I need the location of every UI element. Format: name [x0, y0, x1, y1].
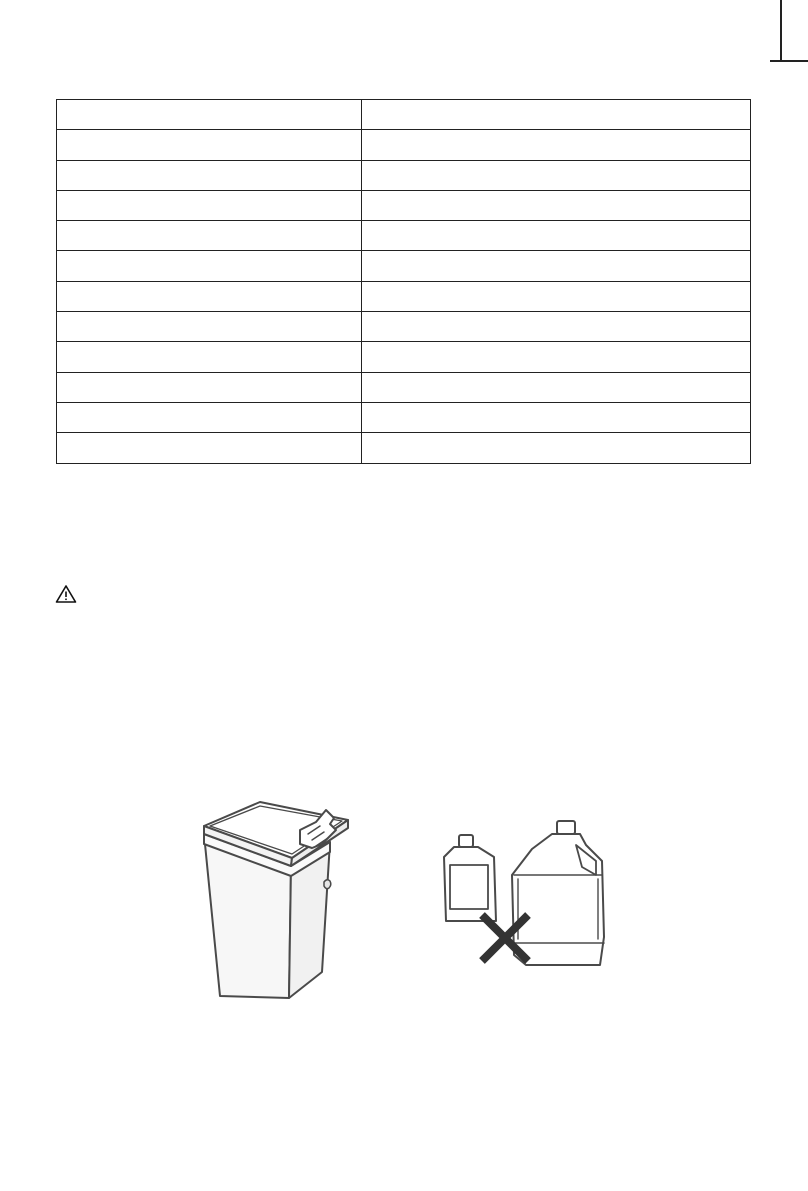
table-cell-label: [57, 130, 362, 160]
table-cell-label: [57, 312, 362, 342]
table-row: [57, 312, 751, 342]
crop-mark-vertical: [780, 0, 782, 60]
table-row: [57, 160, 751, 190]
table-row: [57, 221, 751, 251]
table-cell-value: [362, 402, 751, 432]
table-cell-value: [362, 312, 751, 342]
table-cell-value: [362, 100, 751, 130]
warning-triangle-icon: [55, 584, 77, 604]
table-row: [57, 281, 751, 311]
specification-table: [56, 99, 751, 464]
table-row: [57, 130, 751, 160]
table-row: [57, 433, 751, 463]
table-cell-label: [57, 281, 362, 311]
table-cell-label: [57, 372, 362, 402]
chemical-bottles-illustration: [436, 815, 610, 971]
table-cell-label: [57, 221, 362, 251]
table-cell-value: [362, 433, 751, 463]
table-cell-label: [57, 160, 362, 190]
table-row: [57, 342, 751, 372]
table-cell-value: [362, 221, 751, 251]
table-cell-label: [57, 402, 362, 432]
table-cell-value: [362, 342, 751, 372]
table-row: [57, 251, 751, 281]
table-cell-value: [362, 130, 751, 160]
table-cell-value: [362, 372, 751, 402]
table-cell-value: [362, 160, 751, 190]
table-cell-label: [57, 251, 362, 281]
specification-table-body: [57, 100, 751, 464]
table-cell-label: [57, 433, 362, 463]
table-row: [57, 190, 751, 220]
table-cell-label: [57, 100, 362, 130]
table-row: [57, 402, 751, 432]
crop-mark: [768, 0, 808, 70]
table-cell-value: [362, 251, 751, 281]
crop-mark-horizontal: [770, 60, 808, 62]
table-cell-value: [362, 190, 751, 220]
table-row: [57, 100, 751, 130]
table-cell-value: [362, 281, 751, 311]
warning-line: [55, 584, 83, 604]
table-row: [57, 372, 751, 402]
table-cell-label: [57, 342, 362, 372]
top-load-washer-illustration: [196, 796, 356, 1004]
table-cell-label: [57, 190, 362, 220]
